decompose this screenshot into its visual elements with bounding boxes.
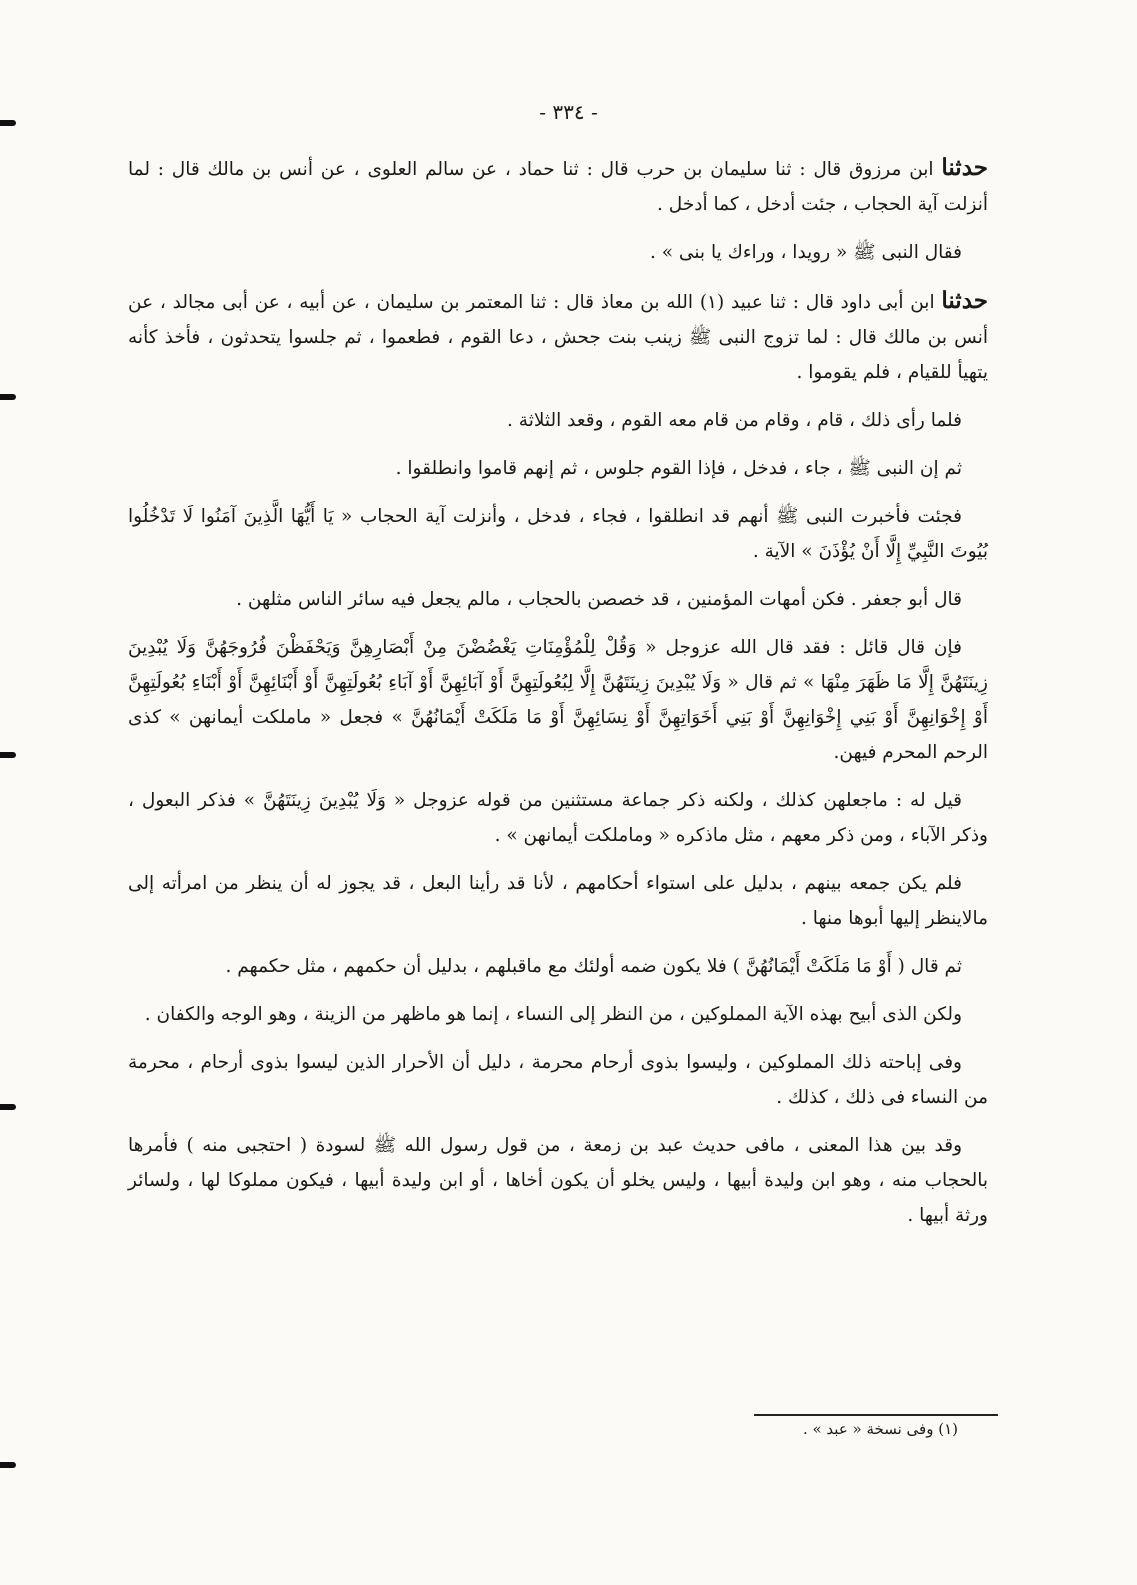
paragraph — [128, 866, 988, 936]
paragraph — [128, 283, 988, 390]
paragraph — [128, 783, 988, 853]
paragraph-text: ثم إن النبى ﷺ ، جاء ، فدخل ، فإذا القوم جلوس ، ثم إنهم قاموا وانطلقوا . — [395, 458, 962, 479]
paragraph-text: ابن أبى داود قال : ثنا عبيد (١) الله بن معاذ قال : ثنا المعتمر بن سليمان ، عن أبيه ، عن أبى مجالد ، عن أنس بن مالك قال : لما تزوج النبى ﷺ زينب بنت جحش ، دعا القوم ، فطعموا ، ثم جلسوا يتحدثون ، فأخذ كأنه يتهيأ للقيام ، فلم يقوموا . — [128, 292, 988, 383]
paragraph — [128, 1045, 988, 1115]
paragraph-text: ولكن الذى أبيح بهذه الآية المملوكين ، من النظر إلى النساء ، إنما هو ماظهر من الزينة ، وهو الوجه والكفان . — [144, 1004, 962, 1025]
paragraph-text: ابن مرزوق قال : ثنا سليمان بن حرب قال : ثنا حماد ، عن سالم العلوى ، عن أنس بن مالك قال : لما أنزلت آية الحجاب ، جئت أدخل ، كما أدخل . — [128, 159, 988, 215]
paragraph-text: قال أبو جعفر . فكن أمهات المؤمنين ، قد خصصن بالحجاب ، مالم يجعل فيه سائر الناس مثلهن . — [236, 589, 962, 610]
margin-mark — [0, 1104, 16, 1110]
paragraph-text: فجئت فأخبرت النبى ﷺ أنهم قد انطلقوا ، فجاء ، فدخل ، وأنزلت آية الحجاب « يَا أَيُّهَا الَّذِينَ آمَنُوا لَا تَدْخُلُوا بُيُوتَ النَّبِيِّ إِلَّا أَنْ يُؤْذَنَ » الآية . — [128, 506, 988, 562]
paragraph — [128, 403, 988, 438]
page-body — [128, 150, 988, 1246]
paragraph — [128, 582, 988, 617]
paragraph-text: فلم يكن جمعه بينهم ، بدليل على استواء أحكامهم ، لأنا قد رأينا البعل ، قد يجوز له أن ينظر من امرأته إلى مالاينظر إليها أبوها منها . — [128, 873, 988, 929]
paragraph — [128, 949, 988, 984]
paragraph — [128, 235, 988, 270]
paragraph — [128, 150, 988, 222]
paragraph-text: وقد بين هذا المعنى ، مافى حديث عبد بن زمعة ، من قول رسول الله ﷺ لسودة ( احتجبى منه ) فأمرها بالحجاب منه ، وهو ابن وليدة أبيها ، وليس يخلو أن يكون أخاها ، أو ابن وليدة أبيها ، فيكون مملوكا لها ، ولسائر ورثة أبيها . — [128, 1135, 988, 1226]
paragraph — [128, 630, 988, 770]
margin-mark — [0, 1462, 16, 1468]
paragraph-lead: حدثنا — [941, 287, 988, 314]
paragraph-text: ثم قال ( أَوْ مَا مَلَكَتْ أَيْمَانُهُنَّ ) فلا يكون ضمه أولئك مع ماقبلهم ، بدليل أن حكمهم ، مثل حكمهم . — [225, 956, 962, 977]
margin-mark — [0, 394, 16, 400]
paragraph — [128, 451, 988, 486]
page-number: - ٣٣٤ - — [539, 100, 598, 124]
paragraph-text: قيل له : ماجعلهن كذلك ، ولكنه ذكر جماعة مستثنين من قوله عزوجل « وَلَا يُبْدِينَ زِينَتَهُنَّ » فذكر البعول ، وذكر الآباء ، ومن ذكر معهم ، مثل ماذكره « وماملكت أيمانهن » . — [128, 790, 988, 846]
paragraph — [128, 499, 988, 569]
paragraph-text: فقال النبى ﷺ « رويدا ، وراءك يا بنى » . — [649, 242, 962, 263]
margin-mark — [0, 752, 16, 758]
paragraph-text: فلما رأى ذلك ، قام ، وقام من قام معه القوم ، وقعد الثلاثة . — [507, 410, 962, 431]
paragraph-lead: حدثنا — [941, 154, 988, 181]
footnote-divider — [754, 1414, 998, 1416]
paragraph — [128, 1128, 988, 1233]
paragraph — [128, 997, 988, 1032]
paragraph-text: وفى إباحته ذلك المملوكين ، وليسوا بذوى أرحام محرمة ، دليل أن الأحرار الذين ليسوا بذوى أرحام ، محرمة من النساء فى ذلك ، كذلك . — [128, 1052, 988, 1108]
footnote: (١) وفى نسخة « عبد » . — [802, 1420, 958, 1438]
paragraph-text: فإن قال قائل : فقد قال الله عزوجل « وَقُلْ لِلْمُؤْمِنَاتِ يَغْضُضْنَ مِنْ أَبْصَارِهِنَّ وَيَحْفَظْنَ فُرُوجَهُنَّ وَلَا يُبْدِينَ زِينَتَهُنَّ إِلَّا مَا ظَهَرَ مِنْهَا » ثم قال « وَلَا يُبْدِينَ زِينَتَهُنَّ إِلَّا لِبُعُولَتِهِنَّ أَوْ آبَائِهِنَّ أَوْ آبَاءِ بُعُولَتِهِنَّ أَوْ أَبْنَائِهِنَّ أَوْ أَبْنَاءِ بُعُولَتِهِنَّ أَوْ إِخْوَانِهِنَّ أَوْ بَنِي إِخْوَانِهِنَّ أَوْ بَنِي أَخَوَاتِهِنَّ أَوْ نِسَائِهِنَّ أَوْ مَا مَلَكَتْ أَيْمَانُهُنَّ » فجعل « ماملكت أيمانهن » كذى الرحم المحرم فيهن. — [128, 637, 988, 763]
